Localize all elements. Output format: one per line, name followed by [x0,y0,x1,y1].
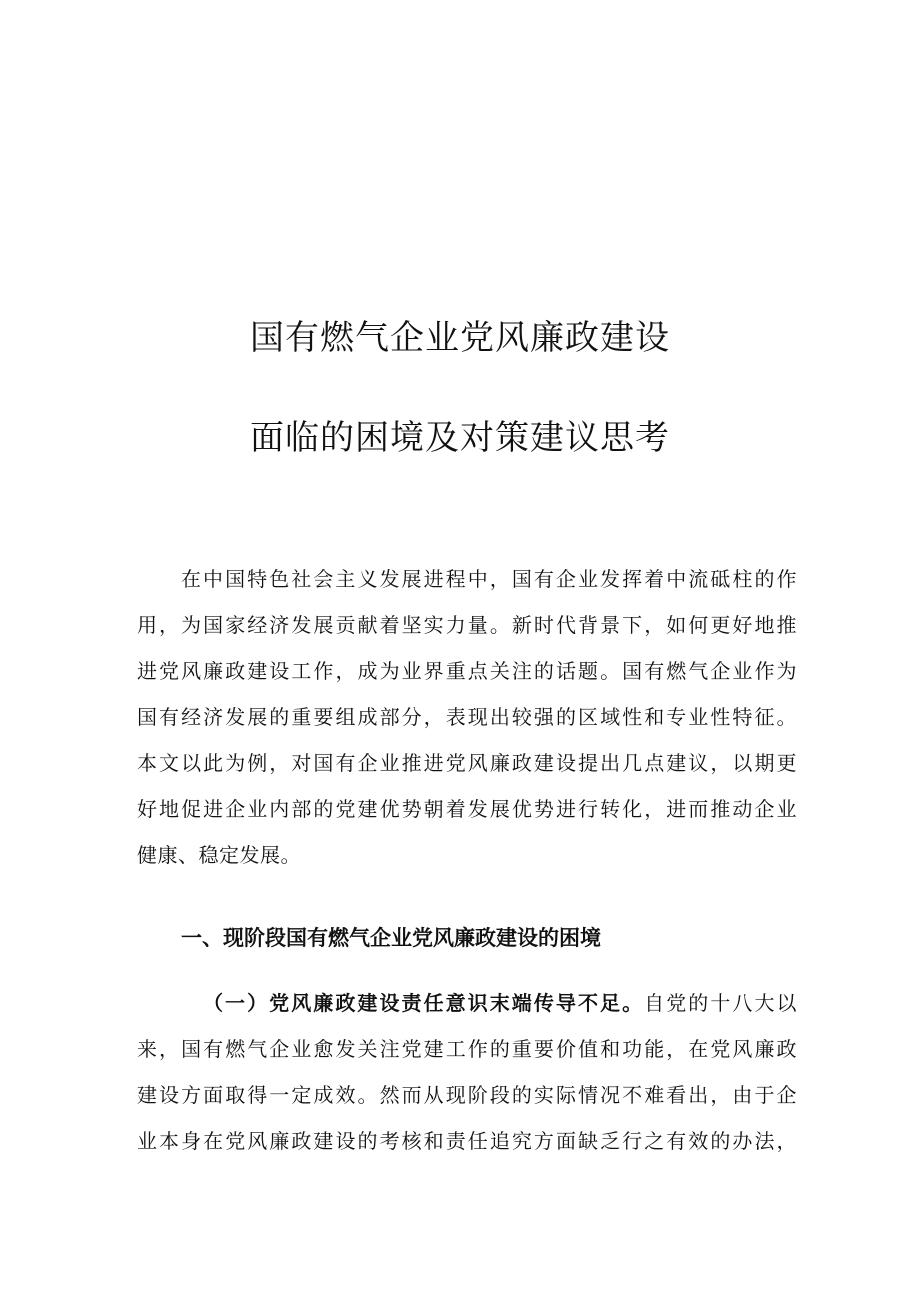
document-title-line-1: 国有燃气企业党风廉政建设 [250,318,670,358]
intro-line: 本文以此为例，对国有企业推进党风廉政建设提出几点建议，以期更 [137,751,797,775]
document-title-line-2: 面临的困境及对策建议思考 [250,418,670,458]
subsection-heading: （一）党风廉政建设责任意识末端传导不足。 [203,991,645,1015]
subsection-text: 自党的十八大以 [644,991,798,1015]
section1-line: 业本身在党风廉政建设的考核和责任追究方面缺乏行之有效的办法， [137,1129,797,1153]
section1-first-line [137,980,797,1026]
intro-line: 好地促进企业内部的党建优势朝着发展优势进行转化，进而推动企业 [137,797,797,821]
intro-line: 国有经济发展的重要组成部分，表现出较强的区域性和专业性特征。 [137,705,797,729]
section1-line: 建设方面取得一定成效。然而从现阶段的实际情况不难看出，由于企 [137,1083,797,1107]
intro-line: 在中国特色社会主义发展进程中，国有企业发挥着中流砥柱的作 [181,567,797,591]
section1-paragraph [137,980,797,1164]
section1-line: 来，国有燃气企业愈发关注党建工作的重要价值和功能，在党风廉政 [137,1037,797,1061]
intro-line: 健康、稳定发展。 [137,843,301,867]
intro-paragraph [137,556,797,878]
intro-line: 进党风廉政建设工作，成为业界重点关注的话题。国有燃气企业作为 [137,659,797,683]
intro-line: 用，为国家经济发展贡献着坚实力量。新时代背景下，如何更好地推 [137,613,797,637]
section-heading-1: 一、现阶段国有燃气企业党风廉政建设的困境 [181,926,601,950]
